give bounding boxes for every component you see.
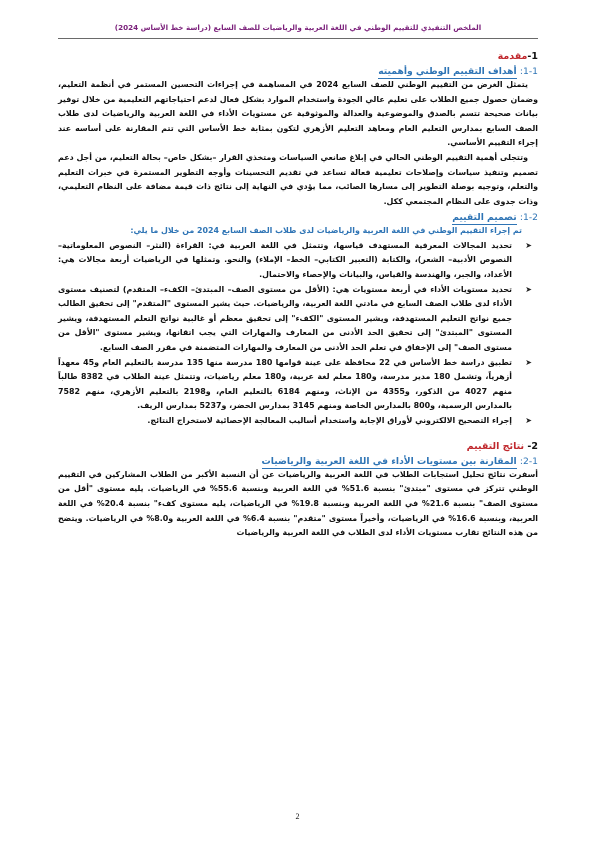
subsection-2-1-heading — [58, 456, 538, 468]
arrow-bullet-icon: ➤ — [525, 240, 532, 250]
running-header: الملخص التنفيذي للتقييم الوطني في اللغة العربية والرياضيات للصف السابع (دراسة خط الأساس 2024) — [58, 24, 538, 39]
document-page — [58, 24, 538, 541]
bullet-list — [58, 239, 538, 429]
list-item-text: تحديد مستويات الأداء في أربعة مستويات هي: (الأقل من مستوى الصف– المبتدئ– الكفء– المتقدم) لتصنيف مستوى الأداء لدى طلاب الصف السابع في مادتي اللغة العربية، والرياضيات. حيث يشير المستوى "المتقدم" إلى تحقيق الطالب جميع نواتج التعليم المستهدفة، ويشير المستوى "الكفء" إلى تحقيق معظم أو غالبية نواتج التعلم المستهدفة، ويشير المستوى "المبتدئ" إلى تحقيق الحد الأدنى من المعارف والمهارات التي يجب اتقانها، ويشير مستوى "الأقل من مستوى الصف" إلى الإخفاق في تعلم الحد الأدنى من المعارف والمهارات المتضمنة في مقرر الصف السابع. — [58, 284, 512, 352]
subsection-number: 1-1: — [519, 65, 538, 77]
lead-paragraph: تم إجراء التقييم الوطني في اللغة العربية والرياضيات لدى طلاب الصف السابع 2024 من خلال ما يلي: — [130, 226, 522, 236]
list-item-text: تحديد المجالات المعرفية المستهدف قياسها، وتتمثل في اللغة العربية في: القراءة (النثر– النصوص المعلوماتية– النصوص الأدبية– الشعر)، والكتابة (التعبير الكتابي– الخط– الإملاء) والنحو. وتمثلها في الرياضيات أربعة مجالات هي: الأعداد، والجبر، والهندسة والقياس، والبيانات والإحصاء والاحتمال. — [58, 240, 512, 280]
section-title: نتائج التقييم — [466, 440, 525, 452]
subsection-title: أهداف التقييم الوطني وأهميته — [378, 65, 517, 77]
subsection-1-2-heading — [58, 212, 538, 224]
section-number: 1- — [527, 50, 538, 62]
section-number: 2- — [527, 440, 538, 452]
paragraph: وتتجلى أهمية التقييم الوطني الحالي في إبلاغ صانعي السياسات ومتخذي القرار –بشكل خاص– بحالة التعليم، من أجل دعم تصميم وتنفيذ سياسات وإصلاحات تعليمية فعالة تساعد في تقديم التحسينات وأوجه التطوير المستمرة في خبرات التعليم والتعلم، وتوجيه بوصلة التطوير إلى مسارها الصائب، مما يؤدي في النهاية إلى نتائج ذات قيمة مضافة على النظام التعليمي، وذات جدوى على النظام المجتمعي ككل. — [58, 152, 538, 206]
section-2-heading — [58, 441, 538, 453]
page-number: 2 — [295, 812, 300, 821]
list-item — [58, 414, 538, 429]
paragraph: أسفرت نتائج تحليل استجابات الطلاب في اللغة العربية والرياضيات عن أن النسبة الأكبر من الطلاب المشاركين في التقييم الوطني تتركز في مستوى "مبتدئ" بنسبة 51.6% في اللغة العربية وبنسبة 55.6% في الرياضيات. يليه مستوى "أقل من مستوى الصف" بنسبة 21.6% في اللغة العربية وبنسبة 19.8% في الرياضيات، يليه مستوى كفء" بنسبة 20.4% في اللغة العربية، وبنسبة 16.6% في الرياضيات، وأخيراً مستوى "متقدم" بنسبة 6.4% في اللغة العربية و8.0% في الرياضيات. ويتضح من هذه النتائج تقارب مستويات الأداء لدى الطلاب في اللغة العربية والرياضيات — [58, 469, 539, 538]
list-item-text: تطبيق دراسة خط الأساس في 22 محافظة على عينة قوامها 180 مدرسة منها 135 مدرسة بالتعليم العام و45 معهداً أزهرياً، وتشمل 180 مدير مدرسة، و180 معلم لغة عربية، و180 معلم رياضيات، وتتمثل عينة الطلاب في 8382 طالباً منهم 4027 من الذكور، و4355 من الإناث، ومنهم 6184 بالتعليم العام، و2198 بالتعليم الأزهري، منهم 7582 بالمدارس الرسمية، و800 بالمدارس الخاصة ومنهم 3145 بمدارس الحضر، و5237 بمدارس الريف. — [58, 357, 512, 411]
section-1-heading — [58, 51, 538, 63]
arrow-bullet-icon: ➤ — [525, 415, 532, 425]
subsection-number: 1-2: — [519, 212, 538, 224]
section-title: مقدمة — [497, 50, 528, 62]
arrow-bullet-icon: ➤ — [525, 357, 532, 367]
paragraph: يتمثل الغرض من التقييم الوطني للصف السابع 2024 في المساهمة في إجراءات التحسين المستمر في أنظمة التعليم، وضمان حصول جميع الطلاب على تعليم عالي الجودة واستخدام الموارد بشكل فعال لدعم احتياجاتهم التعليمية من خلال توفير بيانات صحيحة تتسم بالصدق والموضوعية والعدالة والموثوقية عن مستويات الأداء في اللغة العربية والرياضيات لدى طلاب الصف السابع بمدارس التعليم العام ومعاهد التعليم الأزهري لتكون بمثابة خط الأساس التي تتم المقارنة على أساسه عند إجراء التقييم الأساسي. — [58, 79, 538, 148]
list-item — [58, 283, 538, 356]
list-item — [58, 239, 538, 283]
list-item — [58, 356, 538, 414]
subsection-number: 2-1: — [519, 455, 538, 467]
arrow-bullet-icon: ➤ — [525, 284, 532, 294]
subsection-title: المقارنة بين مستويات الأداء في اللغة العربية والرياضيات — [261, 455, 517, 467]
list-item-text: إجراء التصحيح الالكتروني لأوراق الإجابة واستخدام أساليب المعالجة الإحصائية لاستخراج النتائج. — [147, 415, 512, 425]
subsection-1-1-heading — [58, 66, 538, 78]
subsection-title: تصميم التقييم — [452, 212, 517, 224]
